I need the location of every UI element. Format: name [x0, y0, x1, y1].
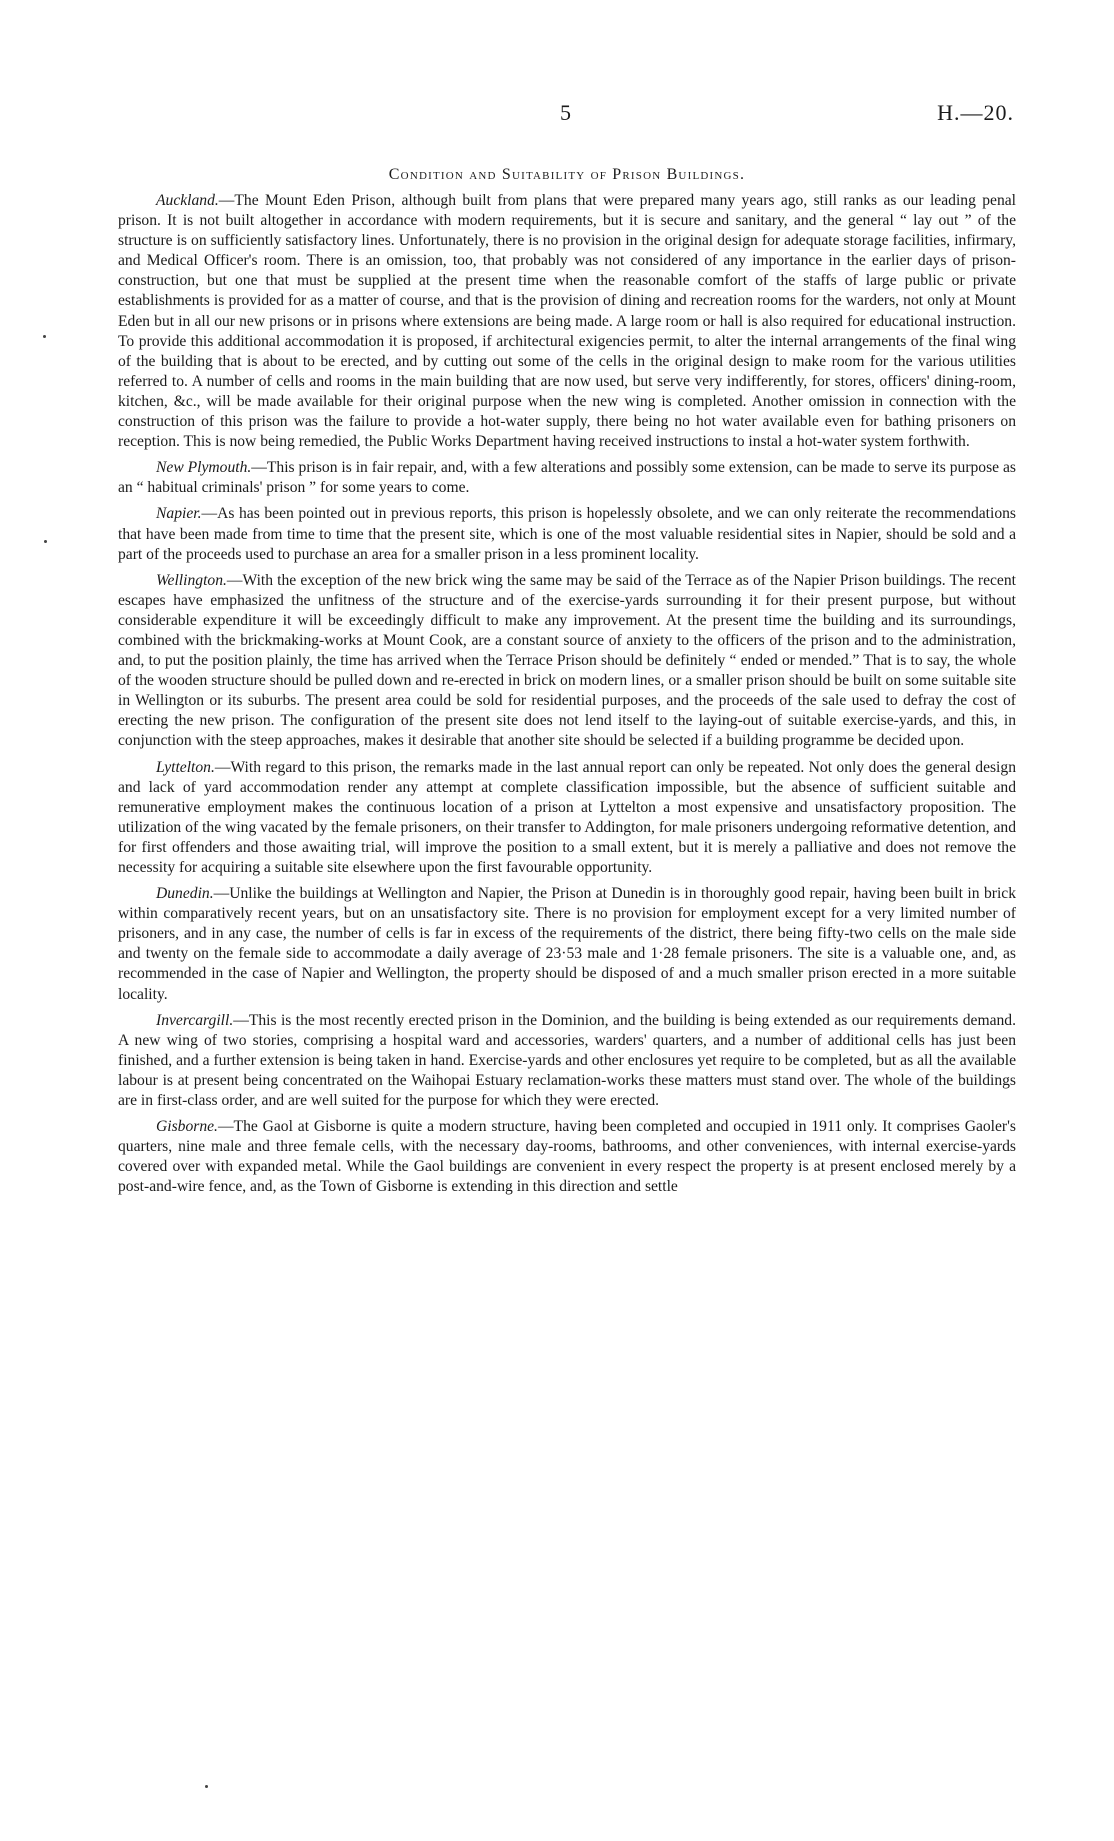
margin-speck: [44, 540, 47, 543]
body-text: [118, 191, 1016, 1204]
paragraph-gisborne: [118, 1117, 1016, 1197]
paragraph-napier: [118, 504, 1016, 564]
paragraph-text: —With regard to this prison, the remarks made in the last annual report can only be repeated. Not only does the general design and lack of yard accommodation render any attempt at complete classification impossible, but the absence of sufficient suitable and remunerative employment makes the continuous location of a prison at Lyttelton a most expensive and unsatisfactory proposition. The utilization of the wing vacated by the female prisoners, on their transfer to Addington, for male prisoners undergoing reformative detention, and for first offenders and those awaiting trial, will improve the position to a small extent, but it is merely a palliative and does not remove the necessity for acquiring a suitable site elsewhere upon the first favourable opportunity.: [118, 758, 1016, 876]
paragraph-text: —This is the most recently erected prison in the Dominion, and the building is being extended as our requirements demand. A new wing of two stories, comprising a hospital ward and accessories, warders' quarters, and a number of additional cells has just been finished, and a further extension is being taken in hand. Exercise-yards and other enclosures yet require to be completed, but as all the available labour is at present being concentrated on the Waihopai Estuary reclamation-works these matters must stand over. The whole of the buildings are in first-class order, and are well suited for the purpose for which they were erected.: [118, 1011, 1016, 1110]
place-name: Wellington.: [156, 571, 227, 589]
section-title: Condition and Suitability of Prison Buildings.: [388, 166, 746, 183]
place-name: New Plymouth.: [156, 459, 252, 477]
place-name: Invercargill.: [156, 1011, 234, 1029]
place-name: Dunedin.: [156, 885, 214, 903]
paragraph-new-plymouth: [118, 458, 1016, 498]
place-name: Napier.: [156, 505, 202, 523]
paragraph-lyttelton: [118, 758, 1016, 879]
paragraph-invercargill: [118, 1011, 1016, 1111]
paragraph-wellington: [118, 571, 1016, 752]
paragraph-text: —This prison is in fair repair, and, with a few alterations and possibly some extension, can be made to serve its purpose as an “ habitual criminals' prison ” for some years to come.: [118, 459, 1016, 497]
paragraph-text: —With the exception of the new brick wing the same may be said of the Terrace as of the Napier Prison buildings. The recent escapes have emphasized the unfitness of the structure and of the exercise-yards surrounding it for their present purpose, but without considerable expenditure it will be exceedingly difficult to make any improvement. At the present time the building and its surroundings, combined with the brickmaking-works at Mount Cook, are a constant source of anxiety to the officers of the prison and to the administration, and, to put the position plainly, the time has arrived when the Terrace Prison should be definitely “ ended or mended.” That is to say, the whole of the wooden structure should be pulled down and re-erected in brick on modern lines, or a smaller prison should be built on some suitable site in Wellington or its suburbs. The present area could be sold for residential purposes, and the proceeds of the sale used to defray the cost of erecting the new prison. The configuration of the present site does not lend itself to the laying-out of suitable exercise-yards, and this, in conjunction with the steep approaches, makes it desirable that another site should be selected if a building programme be decided upon.: [118, 571, 1016, 750]
place-name: Auckland.: [156, 192, 219, 209]
paragraph-text: —The Gaol at Gisborne is quite a modern structure, having been completed and occupied in 1911 only. It comprises Gaoler's quarters, nine male and three female cells, with the necessary day-rooms, bathrooms, and other conveniences, with internal exercise-yards covered over with expanded metal. While the Gaol buildings are convenient in every respect the property is at present enclosed merely by a post-and-wire fence, and, as the Town of Gisborne is extending in this direction and settle: [118, 1118, 1016, 1196]
margin-speck: [43, 335, 46, 338]
paragraph-auckland: [118, 191, 1016, 452]
paragraph-text: —As has been pointed out in previous reports, this prison is hopelessly obsolete, and we can only reiterate the recommendations that have been made from time to time that the present site, which is one of the most valuable residential sites in Napier, should be sold and a part of the proceeds used to purchase an area for a smaller prison in a less prominent locality.: [118, 505, 1016, 563]
place-name: Lyttelton.: [156, 758, 215, 776]
place-name: Gisborne.: [156, 1118, 218, 1136]
paragraph-text: —Unlike the buildings at Wellington and Napier, the Prison at Dunedin is in thoroughly good repair, having been built in brick within comparatively recent years, but on an unsatisfactory site. There is no provision for employment except for a very limited number of prisoners, and in any case, the number of cells is far in excess of the requirements of the district, there being fifty-two cells on the male side and twenty on the female side to accommodate a daily average of 23·53 male and 1·28 female prisoners. The site is a valuable one, and, as recommended in the case of Napier and Wellington, the property should be disposed of and a much smaller prison erected in a more suitable locality.: [118, 885, 1016, 1003]
page-number: 5: [560, 100, 571, 125]
paragraph-dunedin: [118, 884, 1016, 1005]
margin-speck: [205, 1785, 208, 1788]
page-header: [120, 100, 1014, 134]
document-reference: H.—20.: [937, 100, 1014, 125]
paragraph-text: —The Mount Eden Prison, although built from plans that were prepared many years ago, still ranks as our leading penal prison. It is not built altogether in accordance with modern requirements, but it is secure and sanitary, and the general “ lay out ” of the structure is on sufficiently satisfactory lines. Unfortunately, there is no provision in the original design for adequate storage facilities, infirmary, and Medical Officer's room. There is an omission, too, that probably was not considered of any importance in the earlier days of prison-construction, but one that must be supplied at the present time when the reasonable comfort of the staffs of large public or private establishments is provided for as a matter of course, and that is the provision of dining and recreation rooms for the warders, not only at Mount Eden but in all our new prisons or in prisons where extensions are being made. A large room or hall is also required for educational instruction. To provide this additional accommodation it is proposed, if architectural exigencies permit, to alter the internal arrangements of the final wing of the building that is about to be erected, and by cutting out some of the cells in the original design to make room for the various utilities referred to. A number of cells and rooms in the main building that are now used, but serve very indifferently, for stores, officers' dining-room, kitchen, &c., will be made available for their original purpose when the new wing is completed. Another omission in connection with the construction of this prison was the failure to provide a hot-water supply, there being no hot water available even for bathing prisoners on reception. This is now being remedied, the Public Works Department having received instructions to instal a hot-water system forthwith.: [118, 192, 1016, 451]
